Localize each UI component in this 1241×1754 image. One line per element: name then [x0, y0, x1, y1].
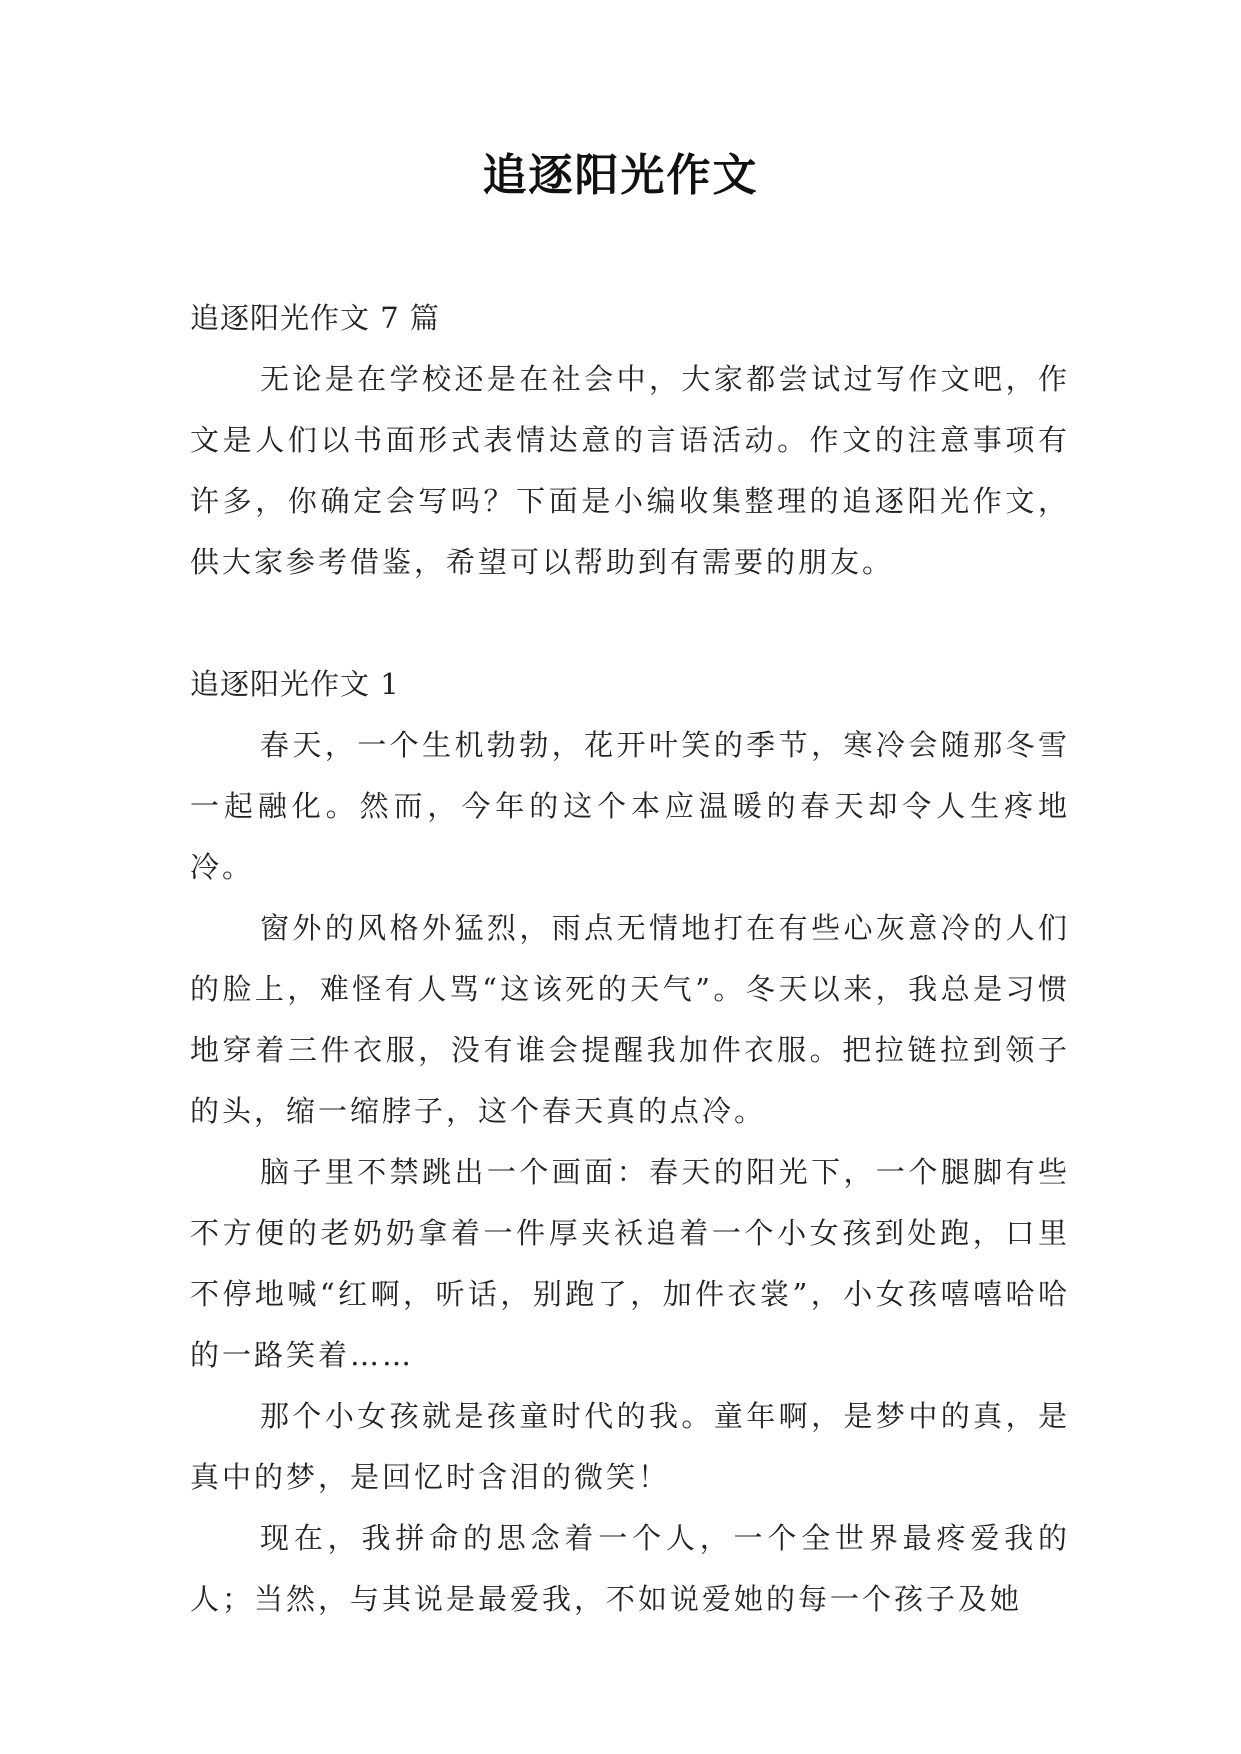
document-body	[190, 288, 1070, 1630]
section1-paragraph-5: 现在，我拼命的思念着一个人，一个全世界最疼爱我的人；当然，与其说是最爱我，不如说爱她的每一个孩子及她	[190, 1521, 1070, 1616]
document-title: 追逐阳光作文	[482, 150, 759, 201]
section-spacer	[190, 593, 1070, 654]
intro-paragraph: 无论是在学校还是在社会中，大家都尝试过写作文吧，作文是人们以书面形式表情达意的言语活动。作文的注意事项有许多，你确定会写吗？下面是小编收集整理的追逐阳光作文，供大家参考借鉴，希望可以帮助到有需要的朋友。	[190, 362, 1070, 579]
section1-paragraph-3: 脑子里不禁跳出一个画面：春天的阳光下，一个腿脚有些不方便的老奶奶拿着一件厚夹袄追着一个小女孩到处跑，口里不停地喊“红啊，听话，别跑了，加件衣裳”，小女孩嘻嘻哈哈的一路笑着……	[190, 1155, 1070, 1372]
section1-heading: 追逐阳光作文 1	[190, 667, 400, 701]
section1-paragraph-1: 春天，一个生机勃勃，花开叶笑的季节，寒冷会随那冬雪一起融化。然而，今年的这个本应温暖的春天却令人生疼地冷。	[190, 728, 1070, 884]
intro-heading: 追逐阳光作文 7 篇	[190, 301, 440, 335]
section1-paragraph-2: 窗外的风格外猛烈，雨点无情地打在有些心灰意冷的人们的脸上，难怪有人骂“这该死的天气”。冬天以来，我总是习惯地穿着三件衣服，没有谁会提醒我加件衣服。把拉链拉到领子的头，缩一缩脖子，这个春天真的点冷。	[190, 911, 1070, 1128]
section1-paragraph-4: 那个小女孩就是孩童时代的我。童年啊，是梦中的真，是真中的梦，是回忆时含泪的微笑！	[190, 1399, 1070, 1494]
